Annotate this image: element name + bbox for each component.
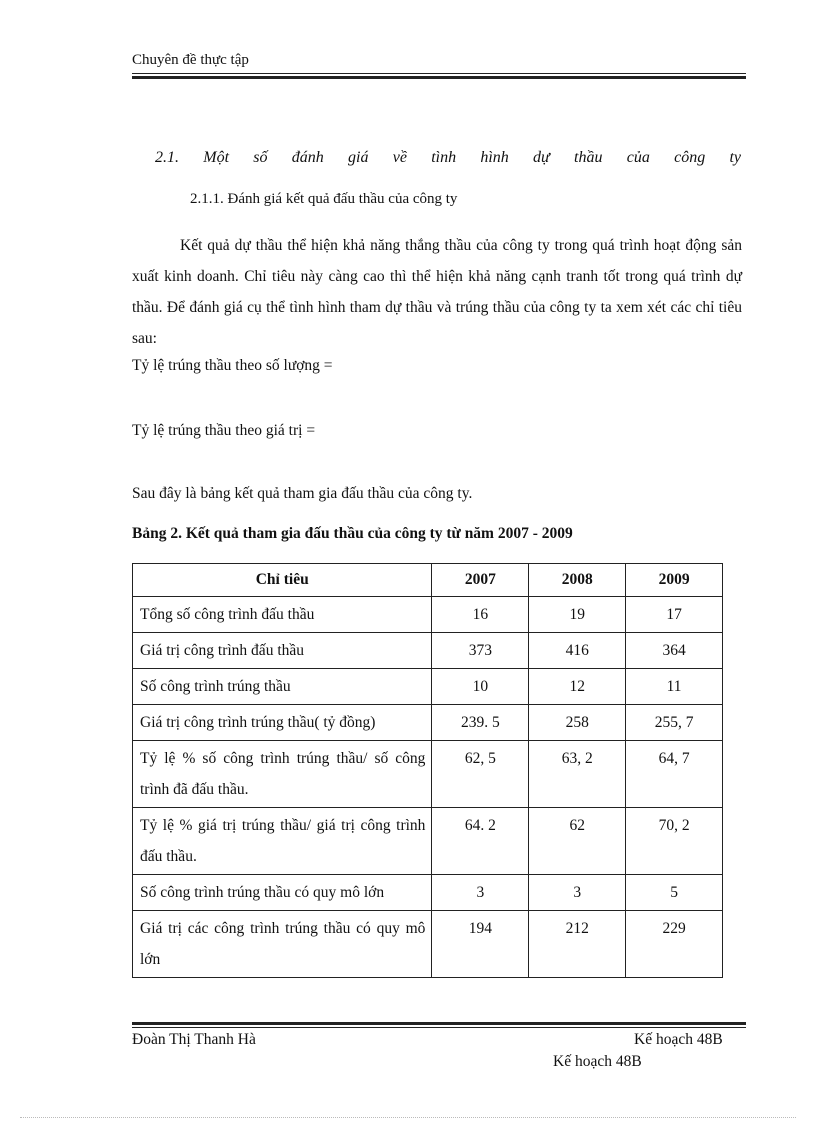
table-row [133,911,723,978]
table-row [133,875,723,911]
cell-2008: 212 [529,911,626,978]
formula-value: Tỷ lệ trúng thầu theo giá trị = [132,422,316,439]
row-label: Giá trị công trình đấu thầu [133,633,432,669]
results-table [132,563,723,978]
cell-2009: 64, 7 [626,741,723,808]
cell-2007: 10 [432,669,529,705]
cell-2009: 5 [626,875,723,911]
header-cell: 2009 [626,564,723,597]
header-rule-thick [132,76,746,79]
page-bottom-dotted-line [20,1117,796,1118]
header-rule-thin [132,73,746,74]
footer-rule-thin [132,1027,746,1028]
cell-2007: 194 [432,911,529,978]
table-row [133,597,723,633]
cell-2007: 64. 2 [432,808,529,875]
cell-2009: 229 [626,911,723,978]
cell-2008: 3 [529,875,626,911]
footer-author: Đoàn Thị Thanh Hà [132,1031,256,1048]
table-header-row [133,564,723,597]
row-label: Tổng số công trình đấu thầu [133,597,432,633]
cell-2008: 62 [529,808,626,875]
table-caption: Bảng 2. Kết quả tham gia đấu thầu của công ty từ năm 2007 - 2009 [132,525,573,542]
row-label: Số công trình trúng thầu [133,669,432,705]
page-header-title: Chuyên đề thực tập [132,52,249,68]
header-cell: 2008 [529,564,626,597]
row-label: Giá trị công trình trúng thầu( tỷ đồng) [133,705,432,741]
row-label: Tỷ lệ % số công trình trúng thầu/ số công trình đã đấu thầu. [133,741,432,808]
table-intro: Sau đây là bảng kết quả tham gia đấu thầu của công ty. [132,485,473,502]
cell-2007: 3 [432,875,529,911]
table-row [133,705,723,741]
footer-class-right: Kế hoạch 48B [634,1031,723,1048]
body-paragraph: Kết quả dự thầu thể hiện khả năng thắng thầu của công ty trong quá trình hoạt động sản xuất kinh doanh. Chỉ tiêu này càng cao thì thể hiện khả năng cạnh tranh tốt trong quá trình dự thầu. Để đánh giá cụ thể tình hình tham dự thầu và trúng thầu của công ty ta xem xét các chỉ tiêu sau: [132,237,742,347]
cell-2009: 17 [626,597,723,633]
cell-2007: 62, 5 [432,741,529,808]
table-row [133,669,723,705]
header-cell: Chỉ tiêu [133,564,432,597]
cell-2007: 16 [432,597,529,633]
cell-2009: 11 [626,669,723,705]
cell-2008: 258 [529,705,626,741]
table-row [133,808,723,875]
cell-2007: 239. 5 [432,705,529,741]
row-label: Giá trị các công trình trúng thầu có quy mô lớn [133,911,432,978]
cell-2009: 255, 7 [626,705,723,741]
table-row [133,741,723,808]
footer-class-center: Kế hoạch 48B [553,1053,642,1070]
footer-rule-thick [132,1022,746,1025]
formula-quantity: Tỷ lệ trúng thầu theo số lượng = [132,357,333,374]
section-title: 2.1. Một số đánh giá về tình hình dự thầu của công ty [155,149,741,166]
cell-2008: 12 [529,669,626,705]
cell-2008: 19 [529,597,626,633]
cell-2008: 416 [529,633,626,669]
table-row [133,633,723,669]
cell-2007: 373 [432,633,529,669]
cell-2009: 364 [626,633,723,669]
header-cell: 2007 [432,564,529,597]
row-label: Tỷ lệ % giá trị trúng thầu/ giá trị công trình đấu thầu. [133,808,432,875]
subsection-title: 2.1.1. Đánh giá kết quả đấu thầu của công ty [190,191,458,207]
row-label: Số công trình trúng thầu có quy mô lớn [133,875,432,911]
cell-2008: 63, 2 [529,741,626,808]
cell-2009: 70, 2 [626,808,723,875]
